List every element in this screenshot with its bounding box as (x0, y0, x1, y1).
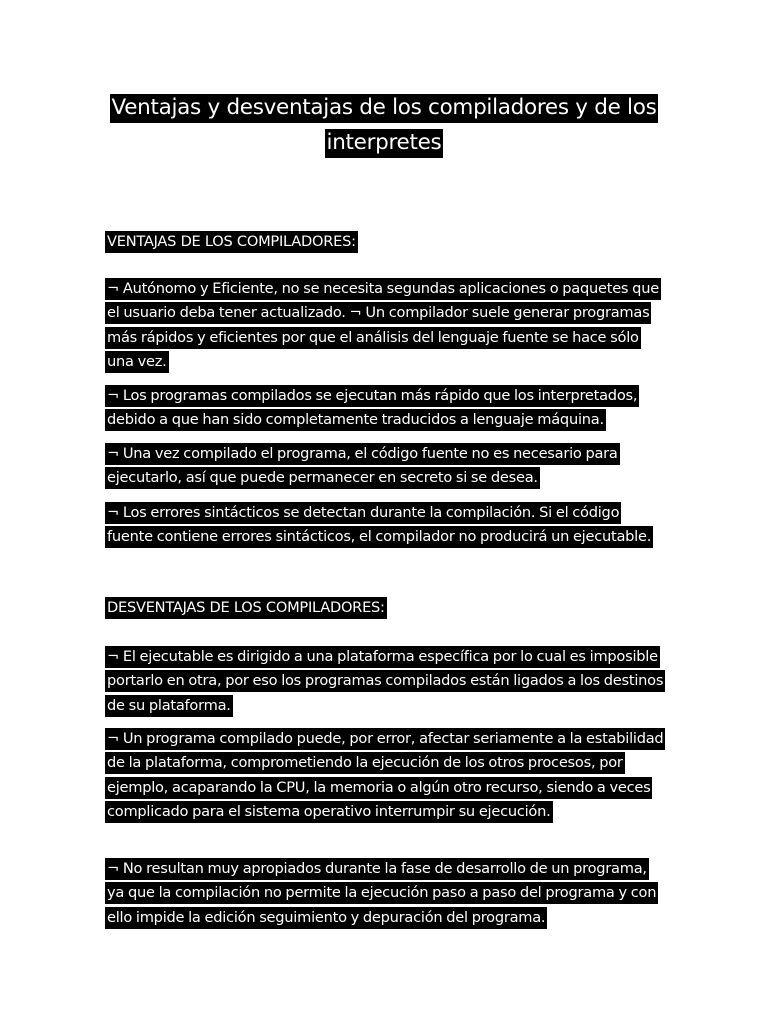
paragraph-ventajas-3: ¬ Una vez compilado el programa, el código fuente no es necesario para ejecutarlo, así que puede permanecer en secreto si se desea. (105, 442, 665, 491)
paragraph-ventajas-1: ¬ Autónomo y Eficiente, no se necesita segundas aplicaciones o paquetes que el usuario deba tener actualizado. ¬ Un compilador suele generar programas más rápidos y eficientes por que el análisis del lenguaje fuente se hace sólo una vez. (105, 277, 665, 374)
paragraph-desventajas-3: ¬ No resultan muy apropiados durante la fase de desarrollo de un programa, ya que la compilación no permite la ejecución paso a paso del programa y con ello impide la edición seguimiento y depuración del programa. (105, 857, 665, 930)
paragraph-ventajas-2: ¬ Los programas compilados se ejecutan más rápido que los interpretados, debido a que han sido completamente traducidos a lenguaje máquina. (105, 384, 665, 433)
paragraph-desventajas-2: ¬ Un programa compilado puede, por error, afectar seriamente a la estabilidad de la plataforma, comprometiendo la ejecución de los otros procesos, por ejemplo, acaparando la CPU, la memoria o algún otro recurso, siendo a veces complicado para el sistema operativo interrumpir su ejecución. (105, 727, 665, 824)
section-heading-desventajas: DESVENTAJAS DE LOS COMPILADORES: (105, 596, 387, 620)
section-heading-ventajas: VENTAJAS DE LOS COMPILADORES: (105, 230, 358, 254)
paragraph-desventajas-1: ¬ El ejecutable es dirigido a una plataforma específica por lo cual es imposible portarlo en otra, por eso los programas compilados están ligados a los destinos de su plataforma. (105, 645, 665, 718)
paragraph-ventajas-4: ¬ Los errores sintácticos se detectan durante la compilación. Si el código fuente contiene errores sintácticos, el compilador no producirá un ejecutable. (105, 501, 665, 550)
page-title: Ventajas y desventajas de los compiladores y de los interpretes (80, 90, 688, 160)
